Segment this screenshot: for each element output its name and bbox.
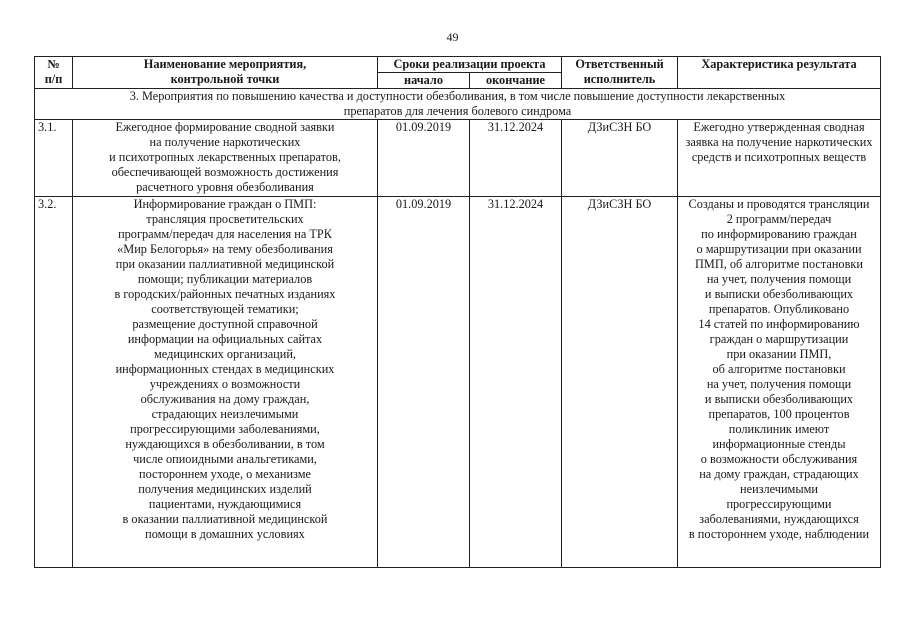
start-date: 01.09.2019 [378,120,470,197]
responsible-executor: ДЗиСЗН БО [562,120,678,197]
table-header-row [35,57,881,73]
col-start-header: начало [378,73,470,89]
start-date: 01.09.2019 [378,197,470,568]
section-heading: 3. Мероприятия по повышению качества и доступности обезболивания, в том числе повышение доступности лекарственных препаратов для лечения болевого синдрома [35,89,881,120]
col-result-header: Характеристика результата [678,57,881,89]
section-heading-row [35,89,881,120]
measure-name: Ежегодное формирование сводной заявки на получение наркотических и психотропных лекарственных препаратов, обеспечивающей возможность достижения расчетного уровня обезболивания [73,120,378,197]
col-responsible-header: Ответственный исполнитель [562,57,678,89]
col-period-header: Сроки реализации проекта [378,57,562,73]
row-number: 3.2. [35,197,73,568]
result-description: Созданы и проводятся трансляции 2 программ/передач по информированию граждан о маршрутизации при оказании ПМП, об алгоритме постановки на учет, получения помощи и выписки обезболивающих препаратов. Опубликовано 14 статей по информированию граждан о маршрутизации при оказании ПМП, об алгоритме постановки на учет, получения помощи и выписки обезболивающих препаратов, 100 процентов поликлиник имеют информационные стенды о возможности обслуживания на дому граждан, страдающих неизлечимыми прогрессирующими заболеваниями, нуждающихся в постороннем уходе, наблюдении [678,197,881,568]
row-number: 3.1. [35,120,73,197]
measure-name: Информирование граждан о ПМП: трансляция просветительских программ/передач для населения на ТРК «Мир Белогорья» на тему обезболивания при оказании паллиативной медицинской помощи; публикации материалов в городских/районных печатных изданиях соответствующей тематики; размещение доступной справочной информации на официальных сайтах медицинских организаций, информационных стендах в медицинских учреждениях о возможности обслуживания на дому граждан, страдающих неизлечимыми прогрессирующими заболеваниями, нуждающихся в обезболивании, в том числе опиоидными анальгетиками, постороннем уходе, о механизме получения медицинских изделий пациентами, нуждающимися в оказании паллиативной медицинской помощи в домашних условиях [73,197,378,568]
end-date: 31.12.2024 [470,197,562,568]
page-number: 49 [446,30,459,44]
result-description: Ежегодно утвержденная сводная заявка на получение наркотических средств и психотропных веществ [678,120,881,197]
table-row [35,120,881,197]
table-row [35,197,881,568]
end-date: 31.12.2024 [470,120,562,197]
col-num-header: № п/п [35,57,73,89]
col-end-header: окончание [470,73,562,89]
measures-table [34,56,881,568]
responsible-executor: ДЗиСЗН БО [562,197,678,568]
col-name-header: Наименование мероприятия, контрольной точки [73,57,378,89]
